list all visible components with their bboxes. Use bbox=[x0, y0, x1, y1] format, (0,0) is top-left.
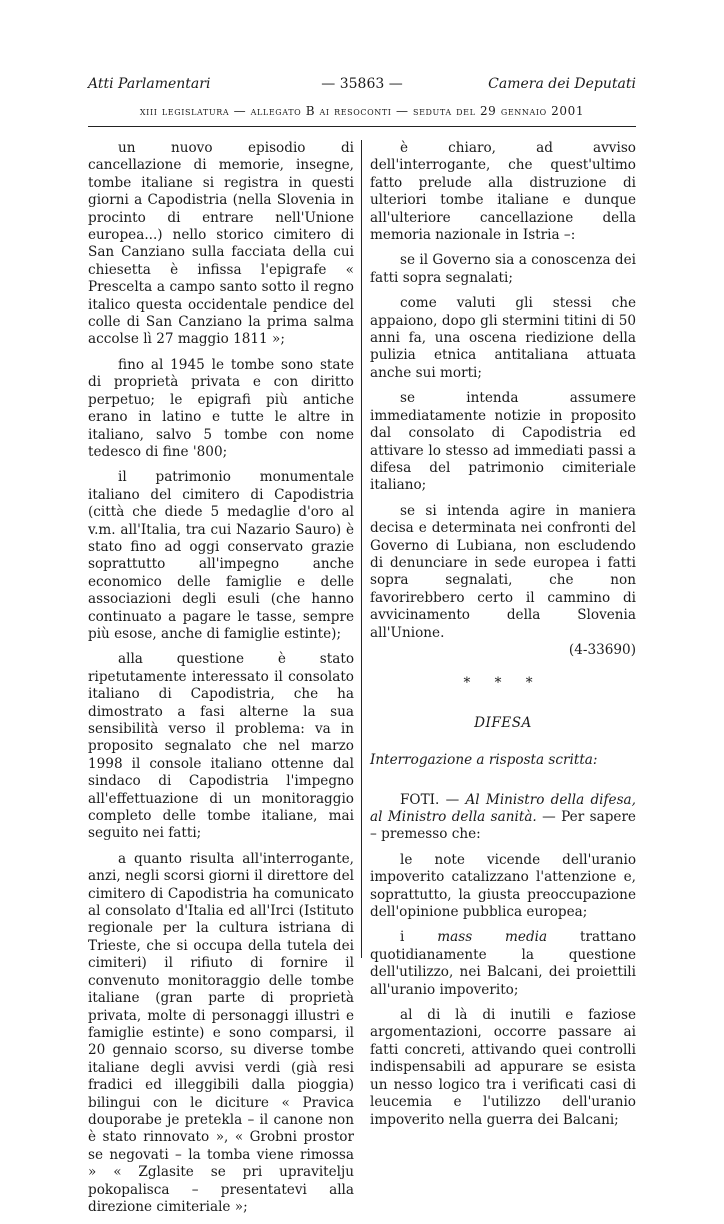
addressee: Al Ministro della difesa, al Ministro della sanità. bbox=[370, 791, 636, 825]
right-paragraph: le note vicende dell'uranio impoverito catalizzano l'attenzione e, soprattutto, la giusta preoccupazione dell'opinione pubblica europea; bbox=[370, 851, 636, 921]
section-separator: * * * bbox=[463, 675, 543, 692]
intro-dash: — bbox=[439, 791, 466, 808]
mass-media-prefix: i bbox=[400, 929, 438, 946]
header-publication: Atti Parlamentari bbox=[88, 76, 211, 92]
left-paragraph: il patrimonio monumentale italiano del cimitero di Capodistria (città che diede 5 medaglie d'oro al v.m. all'Italia, tra cui Nazario Sauro) è stato fino ad oggi conservato grazie soprattutto all'impegno anche economico delle famiglie e delle associazioni degli esuli (che hanno continuato a pagare le tasse, sempre più esose, anche di famiglie estinte); bbox=[88, 469, 354, 642]
left-paragraph: fino al 1945 le tombe sono state di proprietà privata e con diritto perpetuo; le epigrafi più antiche erano in latino e tutte le altre in italiano, salvo 5 tombe con nome tedesco di fine '800; bbox=[88, 356, 354, 460]
right-paragraph: è chiaro, ad avviso dell'interrogante, che quest'ultimo fatto prelude alla distruzione di ulteriori tombe italiane e dunque all'ulteriore cancellazione della memoria nazionale in Istria –: bbox=[370, 140, 636, 244]
header-divider bbox=[88, 126, 636, 127]
right-paragraph bbox=[370, 929, 636, 999]
author-name: FOTI. bbox=[400, 791, 440, 808]
header-session-line: xiii legislatura — allegato B ai resoconti — seduta del 29 gennaio 2001 bbox=[139, 104, 585, 118]
right-paragraph: al di là di inutili e faziose argomentazioni, occorre passare ai fatti concreti, attivando quei controlli indispensabili ad appurare se esista un nesso logico tra i verificati casi di leucemia e l'utilizzo dell'uranio impoverito nella guerra dei Balcani; bbox=[370, 1007, 636, 1128]
interrogation-reference: (4-33690) bbox=[568, 641, 636, 658]
column-divider bbox=[361, 140, 362, 958]
mass-media-rest: trattano quotidianamente la questione dell'utilizzo, nei Balcani, dei proiettili all'uranio impoverito; bbox=[370, 929, 637, 998]
left-paragraph: alla questione è stato ripetutamente interessato il consolato italiano di Capodistria, che ha dimostrato a fasi alterne la sua sensibilità verso il problema: va in proposito segnalato che nel marzo 1998 il console italiano ottenne dal sindaco di Capodistria l'impegno all'effettuazione di un monitoraggio completo delle tombe italiane, mai seguito nei fatti; bbox=[88, 651, 354, 842]
section-subtitle: Interrogazione a risposta scritta: bbox=[370, 752, 598, 769]
section-title: DIFESA bbox=[474, 714, 532, 731]
page-header bbox=[88, 76, 636, 96]
header-chamber: Camera dei Deputati bbox=[488, 76, 636, 92]
left-paragraph: a quanto risulta all'interrogante, anzi, negli scorsi giorni il direttore del cimitero di Capodistria ha comunicato al consolato d'Italia ed all'Irci (Istituto regionale per la cultura istriana di Trieste, che si occupa della tutela dei cimiteri) il rifiuto di fornire il convenuto monitoraggio delle tombe italiane (gran parte di proprietà privata, molte di personaggi illustri e famiglie estinte) e sono comparsi, il 20 gennaio scorso, su diverse tombe italiane degli avvisi verdi (già resi fradici ed illeggibili dalla pioggia) bilingui con le diciture « Pravica douporabe je pretekla – il canone non è stato rinnovato », « Grobni prostor se negovati – la tomba viene rimossa » « Zglasite se pri upravitelju pokopalisca – presentatevi alla direzione cimiteriale »; bbox=[88, 850, 354, 1215]
left-paragraph: un nuovo episodio di cancellazione di memorie, insegne, tombe italiane si registra in questi giorni a Capodistria (nella Slovenia in procinto di entrare nell'Unione europea...) nello storico cimitero di San Canziano sulla facciata della cui chiesetta è infissa l'epigrafe « Prescelta a campo santo sotto il regno italico questa occidentale pendice del colle di San Canziano la prima salma accolse lì 27 maggio 1811 »; bbox=[88, 140, 354, 348]
interrogation-intro bbox=[370, 792, 636, 844]
right-paragraph: se il Governo sia a conoscenza dei fatti sopra segnalati; bbox=[370, 252, 636, 286]
right-paragraph: se si intenda agire in maniera decisa e determinata nei confronti del Governo di Lubiana, non escludendo di denunciare in sede europea i fatti sopra segnalati, che non favorirebbero certo il cammino di avvicinamento della Slovenia all'Unione. bbox=[370, 502, 636, 641]
header-page-number: — 35863 — bbox=[321, 76, 403, 92]
right-paragraph: se intenda assumere immediatamente notizie in proposito dal consolato di Capodistria ed attivare lo stesso ad immediati passi a difesa del patrimonio cimiteriale italiano; bbox=[370, 390, 636, 494]
right-column bbox=[370, 140, 636, 1137]
right-paragraph: come valuti gli stessi che appaiono, dopo gli stermini titini di 50 anni fa, una oscena riedizione della pulizia etnica antitaliana attuata anche sui morti; bbox=[370, 295, 636, 381]
mass-media-term: mass media bbox=[437, 929, 548, 946]
left-column bbox=[88, 140, 354, 1224]
intro-rest: — Per sapere – premesso che: bbox=[370, 809, 636, 843]
